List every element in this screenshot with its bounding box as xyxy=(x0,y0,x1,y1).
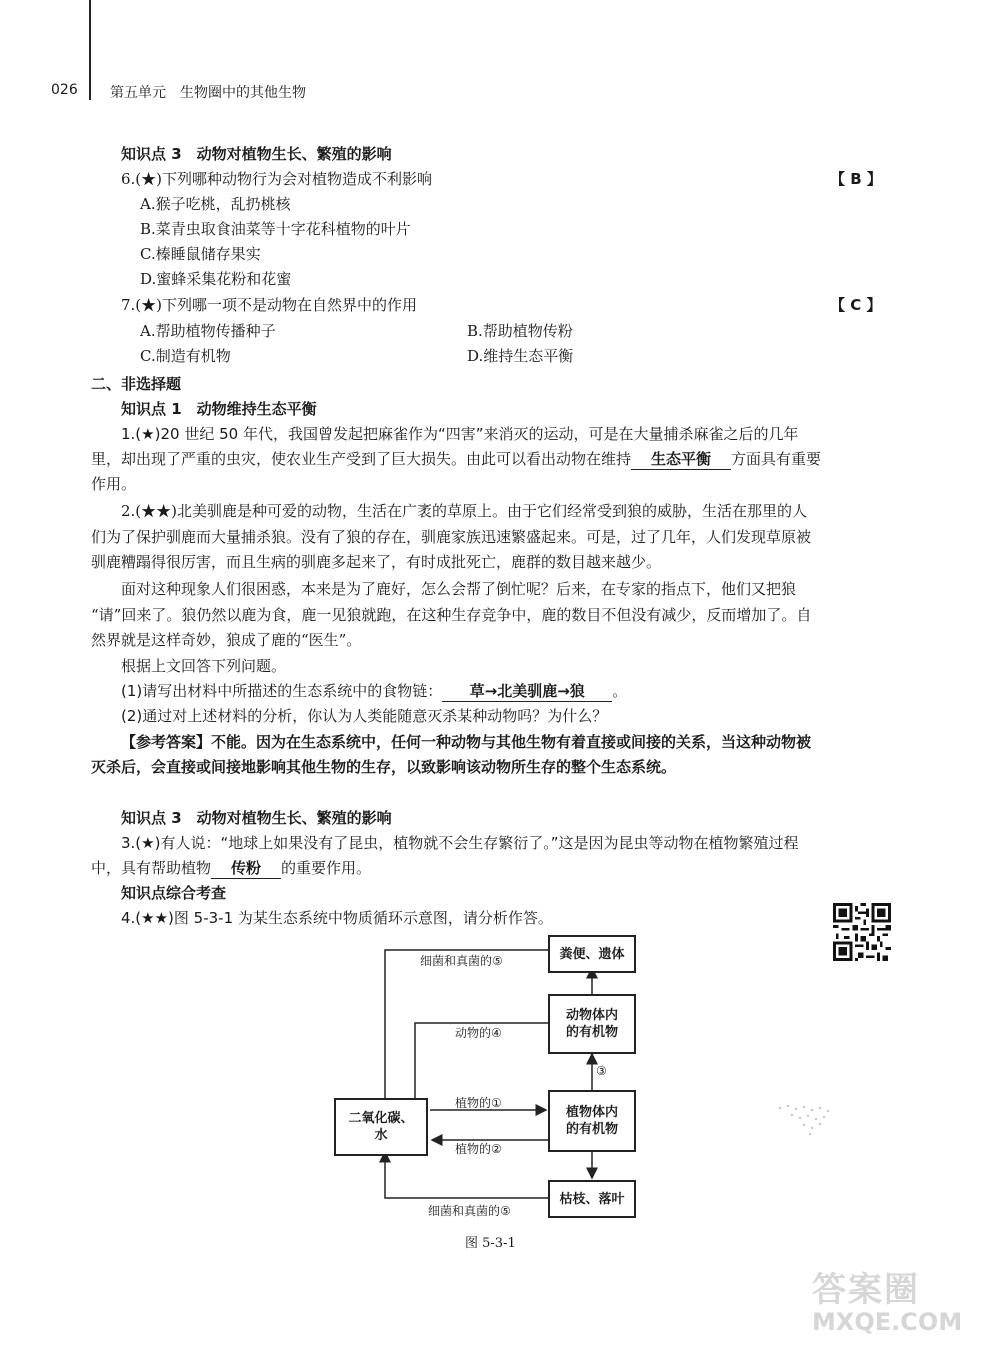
q2-paragraph-1-line-3: 驯鹿糟蹋得很厉害，而且生病的驯鹿多起来了，有时成批死亡，鹿群的数目越来越少。 xyxy=(91,553,662,571)
q3-line-1: 3.(★)有人说：“地球上如果没有了昆虫，植物就不会生存繁衍了。”这是因为昆虫等动物在植物繁殖过程 xyxy=(121,834,799,852)
q6-option-b: B.菜青虫取食油菜等十字花科植物的叶片 xyxy=(140,220,411,238)
label-animal-4: 动物的④ xyxy=(455,1026,502,1040)
box-feces-remains: 粪便、遗体 xyxy=(548,935,636,973)
q4-stem: 4.(★★)图 5-3-1 为某生态系统中物质循环示意图，请分析作答。 xyxy=(121,909,553,927)
q2-reference-answer-line-1: 【参考答案】不能。因为在生态系统中，任何一种动物与其他生物有着直接或间接的关系，当这种动物被 xyxy=(121,733,812,751)
q2-reference-answer-line-2: 灭杀后，会直接或间接地影响其他生物的生存，以致影响该动物所生存的整个生态系统。 xyxy=(91,758,677,776)
q6-option-c: C.榛睡鼠储存果实 xyxy=(140,245,261,263)
label-bacteria-fungi-top: 细菌和真菌的⑤ xyxy=(420,954,503,968)
q7-option-c: C.制造有机物 xyxy=(140,347,231,365)
question-7-stem: 7.(★)下列哪一项不是动物在自然界中的作用 xyxy=(121,296,418,314)
q6-option-d: D.蜜蜂采集花粉和花蜜 xyxy=(140,270,292,288)
unit-title: 第五单元 生物圈中的其他生物 xyxy=(110,85,306,101)
q2-paragraph-2-line-1: 面对这种现象人们很困惑，本来是为了鹿好，怎么会帮了倒忙呢？后来，在专家的指点下，他们又把狼 xyxy=(121,580,797,598)
label-plant-1: 植物的① xyxy=(455,1096,502,1110)
q2-paragraph-1-line-2: 们为了保护驯鹿而大量捕杀狼。没有了狼的存在，驯鹿家族迅速繁盛起来。可是，过了几年，人们发现草原被 xyxy=(91,528,812,546)
q3-answer-blank: 传粉 xyxy=(211,857,281,879)
knowledge-point-heading: 知识点 3 动物对植物生长、繁殖的影响 xyxy=(121,145,392,163)
q2-paragraph-2-line-2: “请”回来了。狼仍然以鹿为食，鹿一见狼就跑，在这种生存竞争中，鹿的数目不但没有减少，反而增加了。自 xyxy=(91,606,812,624)
q2-subquestion-2: (2)通过对上述材料的分析，你认为人类能随意灭杀某种动物吗？为什么？ xyxy=(121,707,608,725)
page-number: 026 xyxy=(51,82,78,98)
watermark-logo: 答案圈 xyxy=(812,1270,920,1310)
q1-line-1: 1.(★)20 世纪 50 年代，我国曾发起把麻雀作为“四害”来消灭的运动，可是在大量捕杀麻雀之后的几年 xyxy=(121,425,799,443)
comprehensive-heading: 知识点综合考查 xyxy=(121,884,227,902)
q7-option-d: D.维持生态平衡 xyxy=(467,347,574,365)
watermark-url: MXQE.COM xyxy=(812,1308,963,1336)
figure-caption: 图 5-3-1 xyxy=(465,1236,516,1251)
q3-line-2: 中，具有帮助植物 传粉 的重要作用。 xyxy=(91,859,372,877)
knowledge-point-1-heading: 知识点 1 动物维持生态平衡 xyxy=(121,400,317,418)
question-7-answer: 【 C 】 xyxy=(830,296,882,314)
q1-answer-blank: 生态平衡 xyxy=(631,448,731,470)
question-6-stem: 6.(★)下列哪种动物行为会对植物造成不利影响 xyxy=(121,170,433,188)
box-branches-leaves: 枯枝、落叶 xyxy=(548,1180,636,1218)
label-bacteria-fungi-bottom: 细菌和真菌的⑤ xyxy=(428,1204,511,1218)
q7-option-b: B.帮助植物传粉 xyxy=(467,322,573,340)
box-co2-water: 二氧化碳、 水 xyxy=(334,1098,428,1156)
label-3: ③ xyxy=(596,1064,607,1078)
header-divider xyxy=(89,0,91,100)
material-cycle-diagram xyxy=(330,930,670,1230)
q2-paragraph-1-line-1: 2.(★★)北美驯鹿是种可爱的动物，生活在广袤的草原上。由于它们经常受到狼的威胁，生活在那里的人 xyxy=(121,502,808,520)
box-animal-organic-matter: 动物体内 的有机物 xyxy=(548,994,636,1054)
q6-option-a: A.猴子吃桃，乱扔桃核 xyxy=(140,195,291,213)
q2-subquestion-1: (1)请写出材料中所描述的生态系统中的食物链： 草→北美驯鹿→狼 。 xyxy=(121,682,628,700)
q7-option-a: A.帮助植物传播种子 xyxy=(140,322,276,340)
decorative-dots xyxy=(770,1100,860,1140)
section-title-nonchoice: 二、非选择题 xyxy=(91,375,182,393)
q2-paragraph-2-line-3: 然界就是这样奇妙，狼成了鹿的“医生”。 xyxy=(91,631,362,649)
question-6-answer: 【 B 】 xyxy=(830,170,882,188)
q2-intro: 根据上文回答下列问题。 xyxy=(121,657,287,675)
q1-line-3: 作用。 xyxy=(91,475,137,493)
q2-food-chain-answer: 草→北美驯鹿→狼 xyxy=(442,680,612,702)
box-plant-organic-matter: 植物体内 的有机物 xyxy=(548,1090,636,1152)
label-plant-2: 植物的② xyxy=(455,1142,502,1156)
q1-line-2: 里，却出现了严重的虫灾，使农业生产受到了巨大损失。由此可以看出动物在维持 生态平衡 方面具有重要 xyxy=(91,450,822,468)
knowledge-point-3-heading: 知识点 3 动物对植物生长、繁殖的影响 xyxy=(121,809,392,827)
arrow-decomposition-bottom xyxy=(385,1152,548,1198)
qr-code-icon xyxy=(833,903,891,961)
